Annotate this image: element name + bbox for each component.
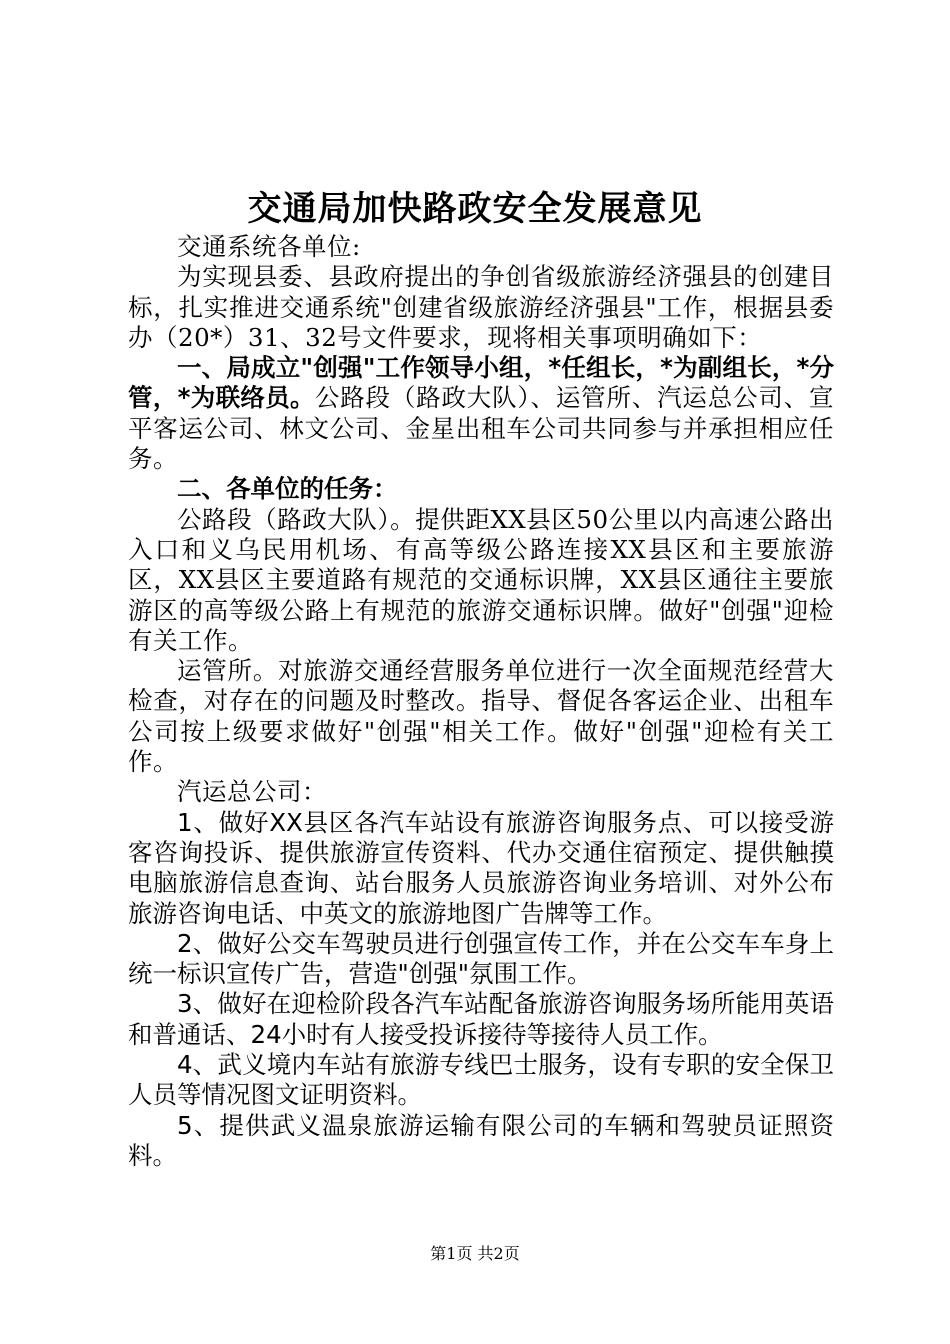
- task-item-1: 1、做好XX县区各汽车站设有旅游咨询服务点、可以接受游客咨询投诉、提供旅游宣传资料、代办交通住宿预定、提供触摸电脑旅游信息查询、站台服务人员旅游咨询业务培训、对外公布旅游咨询电话、中英文的旅游地图广告牌等工作。: [128, 807, 834, 928]
- section-one-paragraph: [128, 353, 834, 474]
- task-item-5: 5、提供武义温泉旅游运输有限公司的车辆和驾驶员证照资料。: [128, 1110, 834, 1170]
- highway-section-paragraph: 公路段（路政大队）。提供距XX县区50公里以内高速公路出入口和义乌民用机场、有高等级公路连接XX县区和主要旅游区，XX县区主要道路有规范的交通标识牌，XX县区通往主要旅游区的高等级公路上有规范的旅游交通标识牌。做好"创强"迎检有关工作。: [128, 504, 834, 655]
- task-item-4: 4、武义境内车站有旅游专线巴士服务，设有专职的安全保卫人员等情况图文证明资料。: [128, 1050, 834, 1110]
- document-title: 交通局加快路政安全发展意见: [247, 189, 703, 229]
- section-one-text: 公路段（路政大队）、运管所、汽运总公司、宣平客运公司、林文公司、金星出租车公司共同参与并承担相应任务。: [128, 383, 835, 474]
- task-item-2: 2、做好公交车驾驶员进行创强宣传工作，并在公交车车身上统一标识宣传广告，营造"创强"氛围工作。: [128, 928, 834, 989]
- salutation: 交通系统各单位:: [177, 232, 361, 261]
- page-footer: 第1页 共2页: [430, 1244, 520, 1263]
- document-body: [128, 232, 834, 1171]
- section-one-heading: 一、局成立"创强"工作领导小组，*任组长，*为副组长，*分管，*为联络员。: [128, 353, 834, 413]
- section-two-heading: 二、各单位的任务：: [177, 474, 398, 504]
- bus-company-heading: 汽运总公司：: [177, 777, 327, 807]
- transport-management-paragraph: 运管所。对旅游交通经营服务单位进行一次全面规范经营大检查，对存在的问题及时整改。指导、督促各客运企业、出租车公司按上级要求做好"创强"相关工作。做好"创强"迎检有关工作。: [128, 656, 834, 777]
- intro-paragraph: 为实现县委、县政府提出的争创省级旅游经济强县的创建目标，扎实推进交通系统"创建省级旅游经济强县"工作，根据县委办（20*）31、32号文件要求，现将相关事项明确如下：: [128, 262, 834, 352]
- task-item-3: 3、做好在迎检阶段各汽车站配备旅游咨询服务场所能用英语和普通话、24小时有人接受投诉接待等接待人员工作。: [128, 989, 834, 1049]
